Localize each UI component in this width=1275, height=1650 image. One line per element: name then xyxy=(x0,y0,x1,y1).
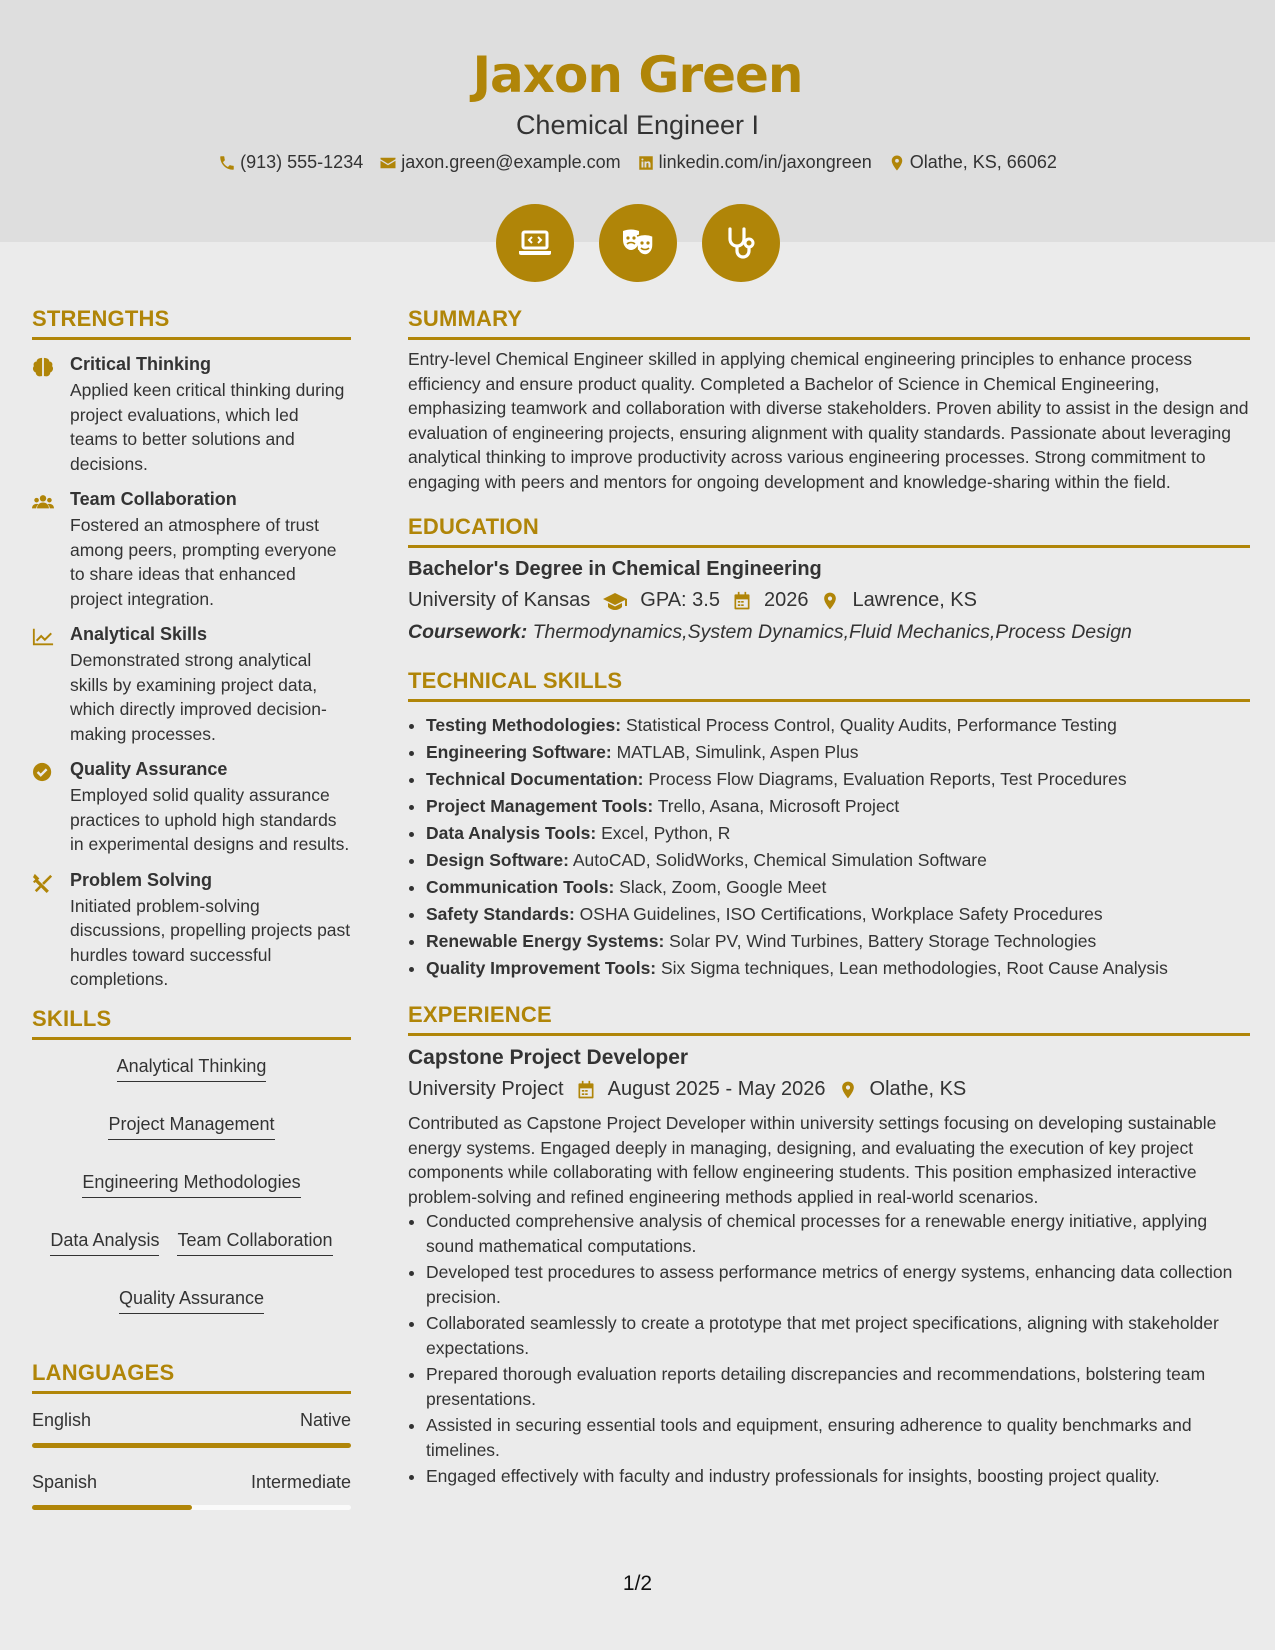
job-title: Chemical Engineer I xyxy=(515,110,760,140)
education-meta xyxy=(408,589,1250,612)
candidate-name: Jaxon Green xyxy=(472,46,803,104)
language-proficiency-fill xyxy=(32,1443,351,1448)
envelope-icon xyxy=(379,154,397,172)
strength-item xyxy=(32,624,351,746)
strength-desc: Demonstrated strong analytical skills by examining project data, which directly improved decision-making processes. xyxy=(70,650,327,744)
experience-location: Olathe, KS xyxy=(869,1078,967,1100)
check-circle-icon xyxy=(32,762,54,782)
users-icon xyxy=(32,492,54,512)
list-item: • Collaborated seamlessly to create a prototype that met project specifications, aligning with stakeholder expectations. xyxy=(426,1311,1250,1360)
coursework-label: Coursework: xyxy=(408,621,528,643)
map-marker-icon xyxy=(820,591,840,611)
technical-skills-heading: TECHNICAL SKILLS xyxy=(408,668,1250,702)
phone-text: (913) 555-1234 xyxy=(240,152,364,172)
experience-bullets xyxy=(408,1209,1250,1489)
strength-title: Analytical Skills xyxy=(70,624,208,644)
language-proficiency-bar xyxy=(32,1443,351,1448)
experience-job-title: Capstone Project Developer xyxy=(408,1046,689,1069)
contact-bar xyxy=(0,152,1275,173)
list-item: • Design Software: AutoCAD, SolidWorks, Chemical Simulation Software xyxy=(426,847,1250,874)
list-item: • Project Management Tools: Trello, Asana, Microsoft Project xyxy=(426,793,1250,820)
language-item xyxy=(32,1472,351,1510)
map-marker-icon xyxy=(838,1080,858,1100)
education-school: University of Kansas xyxy=(408,589,591,611)
experience-description: Contributed as Capstone Project Developer within university settings focusing on developing sustainable energy systems. Engaged deeply in managing, designing, and evaluating the execution of key project components while collaborating with fellow engineering students. This position emphasized interactive problem-solving and refined engineering methods applied in real-world scenarios. xyxy=(408,1113,1217,1207)
strength-desc: Initiated problem-solving discussions, propelling projects past hurdles toward successful completions. xyxy=(70,895,351,989)
strength-title: Problem Solving xyxy=(70,869,213,890)
experience-org: University Project xyxy=(408,1078,564,1100)
list-item: • Assisted in securing essential tools and equipment, ensuring adherence to quality benchmarks and timelines. xyxy=(426,1413,1250,1462)
strength-desc: Employed solid quality assurance practices to uphold high standards in experimental designs and results. xyxy=(70,785,350,854)
calendar-icon xyxy=(576,1080,596,1100)
language-item xyxy=(32,1410,351,1448)
language-proficiency-bar xyxy=(32,1505,351,1510)
education-heading: EDUCATION xyxy=(408,514,1250,548)
strength-desc: Fostered an atmosphere of trust among peers, prompting everyone to share ideas that enhanced project integration. xyxy=(70,515,337,609)
experience-meta xyxy=(408,1078,1250,1101)
list-item: • Developed test procedures to assess performance metrics of energy systems, enhancing data collection precision. xyxy=(426,1260,1250,1309)
list-item: • Engaged effectively with faculty and industry professionals for insights, boosting project quality. xyxy=(426,1464,1250,1489)
chart-line-icon xyxy=(32,627,54,647)
tools-icon xyxy=(32,873,54,893)
skill-tag: Team Collaboration xyxy=(177,1230,332,1256)
linkedin-text: linkedin.com/in/jaxongreen xyxy=(658,152,872,172)
email-text: jaxon.green@example.com xyxy=(401,152,621,172)
strength-item xyxy=(32,759,351,857)
linkedin-icon xyxy=(637,154,655,172)
list-item: • Renewable Energy Systems: Solar PV, Wind Turbines, Battery Storage Technologies xyxy=(426,928,1250,955)
location-text: Olathe, KS, 66062 xyxy=(909,152,1057,172)
contact-email[interactable] xyxy=(379,152,620,173)
skill-tag: Engineering Methodologies xyxy=(82,1172,300,1198)
language-name: Spanish xyxy=(32,1471,98,1492)
graduation-cap-icon xyxy=(602,591,628,611)
education-year: 2026 xyxy=(763,589,809,611)
list-item: • Data Analysis Tools: Excel, Python, R xyxy=(426,820,1250,847)
skill-tag: Data Analysis xyxy=(50,1230,159,1256)
skill-tag: Analytical Thinking xyxy=(117,1056,267,1082)
calendar-icon xyxy=(732,591,752,611)
strength-title: Quality Assurance xyxy=(70,759,228,779)
languages-heading: LANGUAGES xyxy=(32,1360,351,1394)
strength-desc: Applied keen critical thinking during project evaluations, which led teams to better solutions and decisions. xyxy=(70,380,345,474)
education-location: Lawrence, KS xyxy=(852,589,977,611)
skills-list xyxy=(32,1050,351,1314)
theater-masks-icon xyxy=(599,204,677,282)
contact-location xyxy=(888,152,1057,173)
strength-item xyxy=(32,870,351,992)
skill-tag: Project Management xyxy=(108,1114,274,1140)
list-item: • Testing Methodologies: Statistical Process Control, Quality Audits, Performance Testing xyxy=(426,712,1250,739)
skills-heading: SKILLS xyxy=(32,1006,351,1040)
list-item: • Communication Tools: Slack, Zoom, Google Meet xyxy=(426,874,1250,901)
list-item: • Technical Documentation: Process Flow Diagrams, Evaluation Reports, Test Procedures xyxy=(426,766,1250,793)
strengths-heading: STRENGTHS xyxy=(32,306,351,340)
list-item: • Conducted comprehensive analysis of chemical processes for a renewable energy initiative, applying sound mathematical computations. xyxy=(426,1209,1250,1258)
language-level: Native xyxy=(299,1409,351,1430)
experience-dates: August 2025 - May 2026 xyxy=(607,1078,826,1100)
list-item: • Quality Improvement Tools: Six Sigma techniques, Lean methodologies, Root Cause Analysis xyxy=(426,955,1250,982)
list-item: • Engineering Software: MATLAB, Simulink, Aspen Plus xyxy=(426,739,1250,766)
education-coursework xyxy=(408,621,1250,644)
summary-text: Entry-level Chemical Engineer skilled in applying chemical engineering principles to enhance process efficiency and ensure product quality. Completed a Bachelor of Science in Chemical Engineering, emphasizing teamwork and collaboration with diverse stakeholders. Proven ability to assist in the design and evaluation of engineering projects, ensuring alignment with quality standards. Passionate about leveraging analytical thinking to improve productivity across various engineering processes. Strong commitment to engaging with peers and mentors for ongoing development and knowledge-sharing within the field. xyxy=(408,349,1249,492)
laptop-code-icon xyxy=(496,204,574,282)
phone-icon xyxy=(218,154,236,172)
experience-heading: EXPERIENCE xyxy=(408,1002,1250,1036)
summary-heading: SUMMARY xyxy=(408,306,1250,340)
list-item: • Prepared thorough evaluation reports detailing discrepancies and recommendations, bolstering team presentations. xyxy=(426,1362,1250,1411)
left-column xyxy=(32,306,351,1534)
technical-skills-list xyxy=(408,712,1250,982)
language-name: English xyxy=(32,1409,92,1430)
strength-title: Critical Thinking xyxy=(70,354,212,374)
coursework-list: Thermodynamics,System Dynamics,Fluid Mechanics,Process Design xyxy=(532,621,1132,643)
contact-linkedin[interactable] xyxy=(637,152,872,173)
skill-tag: Quality Assurance xyxy=(119,1288,264,1314)
right-column xyxy=(408,306,1250,1491)
language-proficiency-fill xyxy=(32,1505,192,1510)
education-degree: Bachelor's Degree in Chemical Engineering xyxy=(408,558,822,580)
brain-icon xyxy=(32,357,54,377)
language-level: Intermediate xyxy=(250,1471,351,1492)
strength-title: Team Collaboration xyxy=(70,489,237,509)
map-marker-icon xyxy=(888,154,906,172)
education-gpa: GPA: 3.5 xyxy=(640,589,720,611)
hobby-icons xyxy=(0,204,1275,282)
page-number: 1/2 xyxy=(622,1572,653,1595)
contact-phone[interactable] xyxy=(218,152,363,173)
strength-item xyxy=(32,354,351,476)
stethoscope-icon xyxy=(702,204,780,282)
strength-item xyxy=(32,489,351,611)
list-item: • Safety Standards: OSHA Guidelines, ISO Certifications, Workplace Safety Procedures xyxy=(426,901,1250,928)
